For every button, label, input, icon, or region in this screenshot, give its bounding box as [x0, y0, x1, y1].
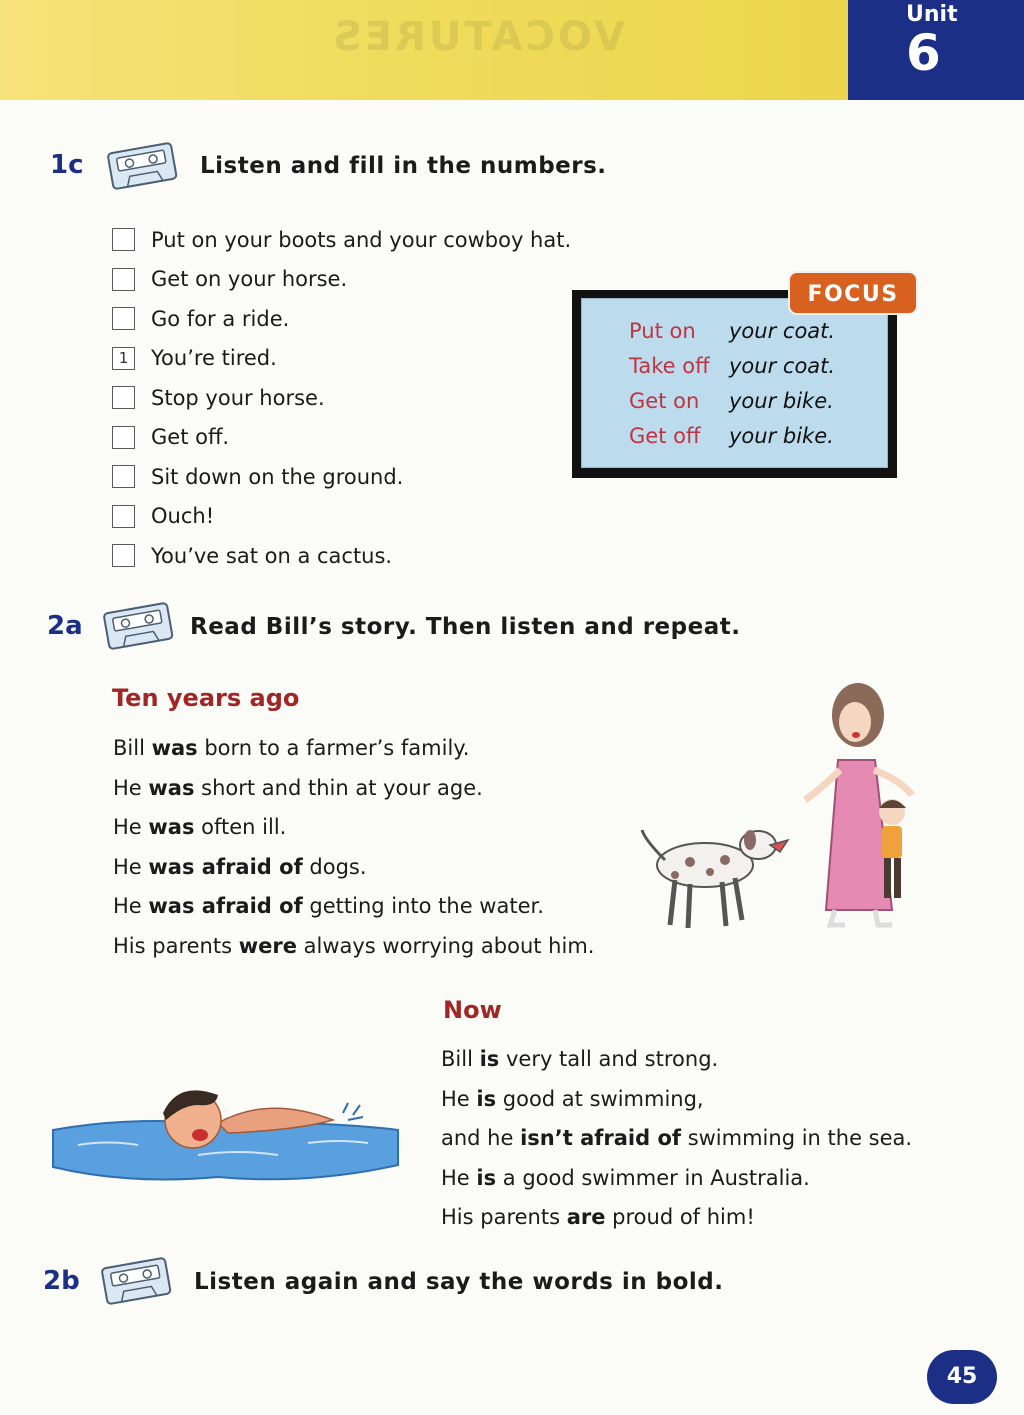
item-text: Go for a ride.: [151, 306, 290, 331]
list-item: [112, 378, 571, 418]
cassette-icon: [102, 600, 174, 650]
line-text: dogs.: [302, 854, 367, 879]
focus-panel: [581, 298, 888, 468]
exercise-2a-number: 2a: [47, 611, 83, 641]
bold-word: was: [148, 815, 195, 840]
item-text: Sit down on the ground.: [151, 464, 404, 489]
now-story: [441, 1040, 912, 1238]
unit-number: 6: [906, 24, 941, 82]
story-line: [441, 1040, 912, 1080]
story-line: [441, 1198, 912, 1238]
line-text: His parents: [113, 933, 239, 958]
line-text: He: [113, 854, 149, 879]
bold-word: are: [566, 1205, 606, 1230]
page-number: 45: [927, 1350, 997, 1404]
story-line: [113, 769, 594, 809]
now-heading: Now: [443, 996, 502, 1024]
story-line: [113, 887, 594, 927]
line-text: always worrying about him.: [296, 933, 595, 958]
focus-object: your coat.: [729, 354, 836, 378]
focus-object: your bike.: [729, 424, 834, 448]
item-text: You’ve sat on a cactus.: [151, 543, 393, 568]
list-item: [112, 536, 571, 576]
line-text: and he: [441, 1126, 521, 1151]
story-line: [113, 927, 594, 967]
past-story: [113, 729, 594, 967]
line-text: He: [113, 815, 149, 840]
cassette-icon: [106, 140, 178, 190]
bold-word: is: [476, 1086, 497, 1111]
cassette-icon: [100, 1255, 172, 1305]
story-line: [441, 1080, 912, 1120]
story-line: [113, 848, 594, 888]
bold-word: was: [151, 736, 198, 760]
focus-verb: Get on: [629, 389, 700, 413]
header-banner: [0, 0, 848, 100]
story-line: [441, 1119, 912, 1159]
number-box[interactable]: [112, 307, 135, 330]
item-text: Ouch!: [151, 504, 215, 529]
focus-verb: Put on: [629, 319, 696, 343]
list-item: [112, 339, 571, 379]
focus-row: [629, 389, 834, 413]
focus-row: [629, 354, 835, 378]
focus-object: your coat.: [729, 319, 836, 343]
bold-word: were: [238, 933, 297, 958]
line-text: swimming in the sea.: [681, 1126, 913, 1151]
line-text: He: [441, 1165, 477, 1190]
number-box[interactable]: [112, 505, 135, 528]
story-line: [113, 808, 594, 848]
exercise-2b-title: Listen again and say the words in bold.: [194, 1269, 724, 1295]
line-text: He: [113, 894, 149, 919]
exercise-1c-title: Listen and fill in the numbers.: [200, 153, 607, 179]
focus-row: [629, 319, 835, 343]
exercise-2b-number: 2b: [43, 1266, 80, 1296]
line-text: getting into the water.: [302, 894, 544, 919]
focus-object: your bike.: [729, 389, 834, 413]
bold-word: is: [476, 1165, 497, 1190]
line-text: very tall and strong.: [499, 1047, 719, 1071]
focus-verb: Get off: [629, 424, 701, 448]
line-text: often ill.: [194, 815, 287, 840]
line-text: He: [113, 775, 149, 800]
unit-label: Unit: [906, 2, 958, 27]
bold-word: was afraid of: [148, 854, 303, 879]
line-text: short and thin at your age.: [194, 775, 483, 800]
number-box[interactable]: [112, 268, 135, 291]
item-text: Get on your horse.: [151, 267, 348, 292]
item-text: Put on your boots and your cowboy hat.: [151, 227, 572, 252]
bold-word: was afraid of: [148, 894, 303, 919]
list-item: [112, 299, 571, 339]
bold-word: is: [479, 1047, 500, 1071]
exercise-2a-title: Read Bill’s story. Then listen and repeat.: [190, 614, 741, 640]
line-text: a good swimmer in Australia.: [496, 1165, 810, 1190]
line-text: Bill: [113, 736, 152, 760]
item-text: You’re tired.: [151, 346, 277, 371]
focus-box: [572, 290, 897, 478]
list-item: [112, 457, 571, 497]
header-watermark: VOCATURES: [330, 14, 626, 60]
list-item: [112, 497, 571, 537]
line-text: good at swimming,: [496, 1086, 704, 1111]
dog-drawing: [642, 830, 788, 928]
number-box[interactable]: [112, 465, 135, 488]
list-item: [112, 260, 571, 300]
bold-word: isn’t afraid of: [520, 1126, 682, 1151]
swimmer-illustration: [48, 1075, 403, 1185]
list-item: [112, 418, 571, 458]
number-box[interactable]: [112, 426, 135, 449]
dog-mother-illustration: [630, 680, 930, 940]
focus-badge: FOCUS: [788, 271, 918, 315]
number-box[interactable]: [112, 386, 135, 409]
exercise-1c-list: [112, 220, 571, 576]
line-text: His parents: [441, 1205, 567, 1230]
bold-word: was: [148, 775, 195, 800]
exercise-1c-number: 1c: [50, 150, 84, 180]
focus-verb: Take off: [629, 354, 710, 378]
number-box[interactable]: 1: [112, 347, 135, 370]
item-text: Stop your horse.: [151, 385, 325, 410]
item-text: Get off.: [151, 425, 230, 450]
past-heading: Ten years ago: [112, 684, 300, 712]
list-item: [112, 220, 571, 260]
line-text: born to a farmer’s family.: [197, 736, 470, 760]
number-box[interactable]: [112, 228, 135, 251]
line-text: proud of him!: [605, 1205, 755, 1230]
unit-badge: [848, 0, 1024, 100]
line-text: He: [441, 1086, 477, 1111]
story-line: [441, 1159, 912, 1199]
number-box[interactable]: [112, 544, 135, 567]
focus-row: [629, 424, 834, 448]
story-line: [113, 729, 594, 769]
line-text: Bill: [441, 1047, 480, 1071]
